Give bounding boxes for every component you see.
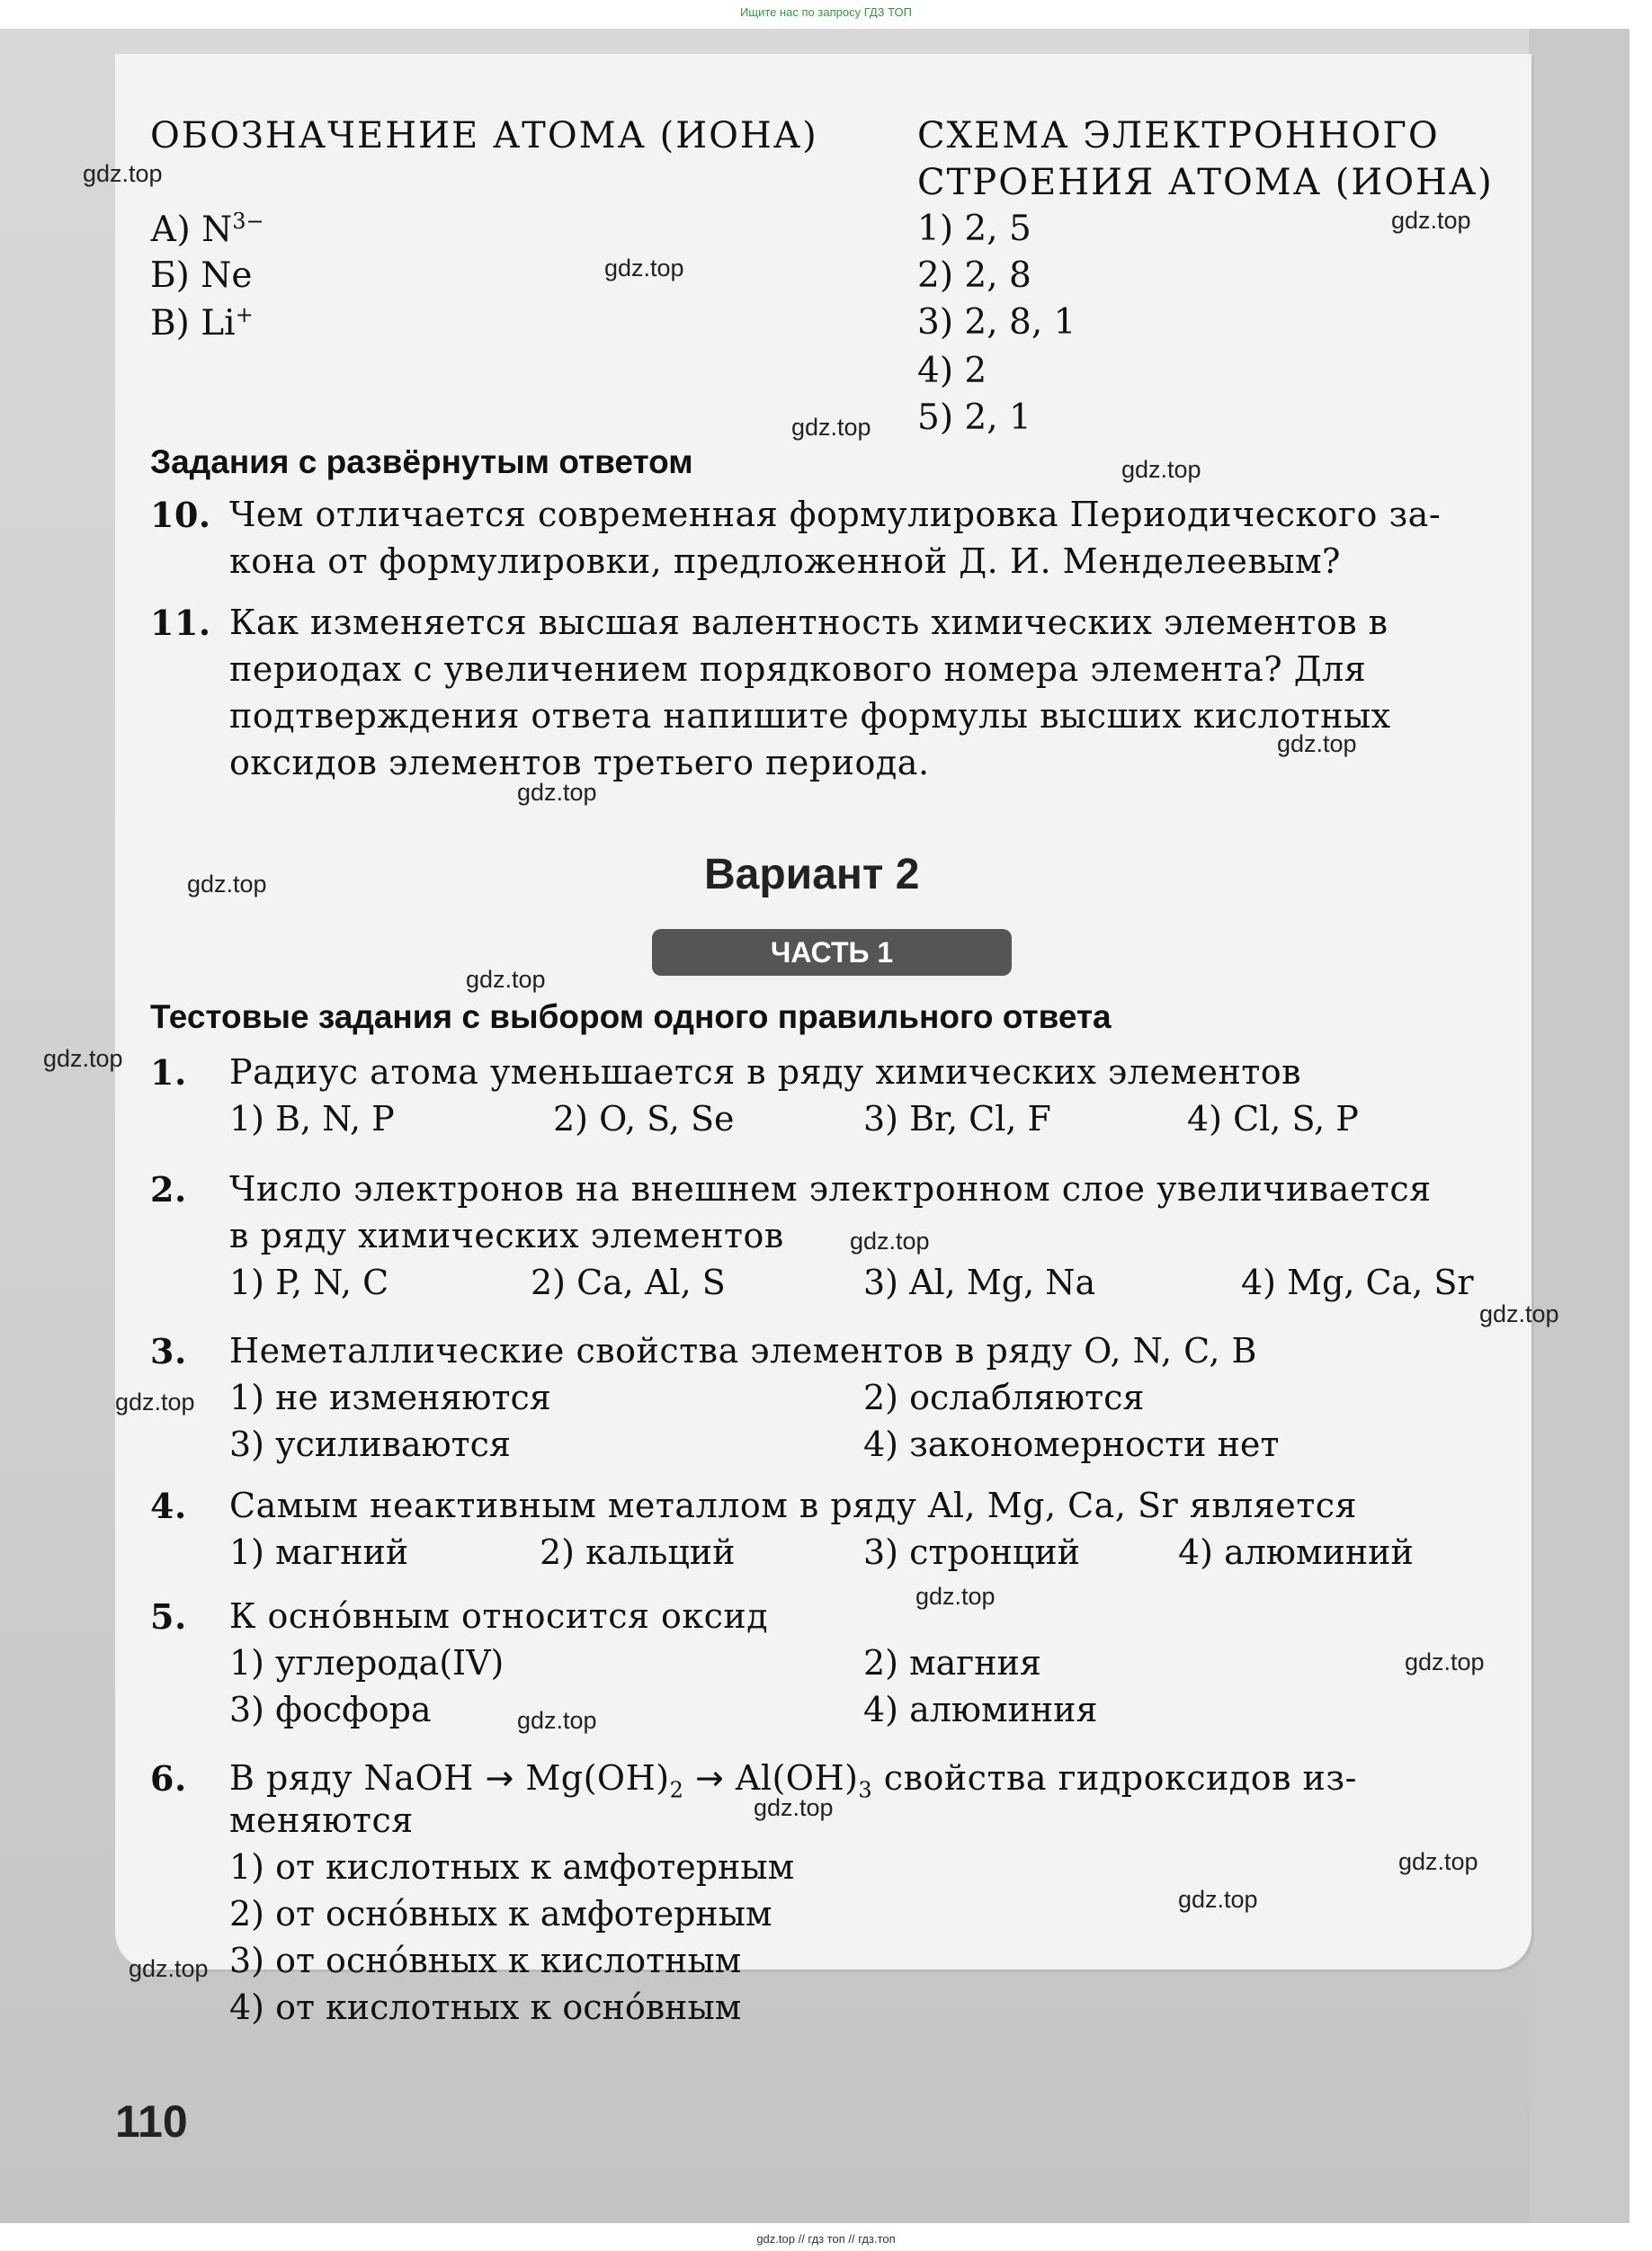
question-1-option-2: 2) O, S, Se: [553, 1099, 735, 1139]
atom-option-b: Б) Ne: [150, 255, 253, 296]
watermark: gdz.top: [115, 1389, 195, 1416]
question-11-line2: периодах с увеличением порядкового номера элемента? Для: [229, 649, 1367, 689]
watermark: gdz.top: [1398, 1848, 1478, 1875]
question-1-option-1: 1) B, N, P: [229, 1099, 395, 1139]
question-11-line1: Как изменяется высшая валентность химических элементов в: [229, 603, 1389, 642]
watermark: gdz.top: [791, 414, 871, 441]
section-heading-extended: Задания с развёрнутым ответом: [150, 443, 693, 480]
question-4-text: Самым неактивным металлом в ряду Al, Mg, Ca, Sr является: [229, 1486, 1358, 1525]
question-5-number: 5.: [150, 1596, 187, 1637]
bottom-banner: gdz.top // гдз топ // гдз.топ: [756, 2232, 896, 2246]
watermark: gdz.top: [187, 871, 267, 898]
watermark: gdz.top: [604, 255, 684, 281]
question-11-line4: оксидов элементов третьего периода.: [229, 743, 930, 782]
top-banner: Ищите нас по запросу ГДЗ ТОП: [740, 5, 912, 19]
question-3-number: 3.: [150, 1331, 187, 1371]
scheme-option-2: 2) 2, 8: [917, 255, 1031, 296]
question-6-option-2: 2) от осно́вных к амфотерным: [229, 1894, 772, 1934]
variant-title: Вариант 2: [704, 851, 920, 898]
scheme-option-1: 1) 2, 5: [917, 209, 1031, 249]
question-4-option-2: 2) кальций: [540, 1532, 736, 1572]
question-2-option-3: 3) Al, Mg, Na: [863, 1263, 1096, 1302]
question-11-line3: подтверждения ответа напишите формулы высших кислотных: [229, 696, 1391, 736]
question-4-option-3: 3) стронций: [863, 1532, 1081, 1572]
facing-page-edge: [1529, 29, 1630, 2223]
watermark: gdz.top: [915, 1583, 996, 1610]
question-3-option-3: 3) усиливаются: [229, 1425, 511, 1464]
watermark: gdz.top: [83, 160, 163, 187]
watermark: gdz.top: [1277, 730, 1357, 757]
column-header-atom: ОБОЗНАЧЕНИЕ АТОМА (ИОНА): [150, 115, 818, 156]
question-3-option-4: 4) закономерности нет: [863, 1425, 1280, 1464]
question-5-option-2: 2) магния: [863, 1643, 1041, 1683]
watermark: gdz.top: [1479, 1300, 1559, 1327]
question-6-option-1: 1) от кислотных к амфотерным: [229, 1847, 795, 1887]
question-2-option-1: 1) P, N, C: [229, 1263, 389, 1302]
question-2-option-4: 4) Mg, Ca, Sr: [1241, 1263, 1474, 1302]
part-badge: ЧАСТЬ 1: [652, 929, 1012, 976]
column-header-scheme-line1: СХЕМА ЭЛЕКТРОННОГО: [917, 115, 1440, 156]
column-header-scheme-line2: СТРОЕНИЯ АТОМА (ИОНА): [917, 162, 1494, 203]
watermark: gdz.top: [466, 966, 546, 993]
question-2-text: Число электронов на внешнем электронном слое увеличивается: [229, 1169, 1432, 1209]
watermark: gdz.top: [754, 1794, 834, 1821]
question-3-text: Неметаллические свойства элементов в ряду O, N, C, B: [229, 1331, 1257, 1371]
question-10-number: 10.: [150, 495, 211, 535]
watermark: gdz.top: [850, 1228, 930, 1255]
watermark: gdz.top: [129, 1955, 209, 1982]
scheme-option-3: 3) 2, 8, 1: [917, 302, 1076, 343]
watermark: gdz.top: [1391, 207, 1471, 234]
question-1-number: 1.: [150, 1052, 187, 1093]
question-5-option-4: 4) алюминия: [863, 1690, 1098, 1729]
watermark: gdz.top: [1405, 1648, 1485, 1675]
question-5-option-3: 3) фосфора: [229, 1690, 432, 1729]
section-heading-single: Тестовые задания с выбором одного правильного ответа: [150, 998, 1112, 1035]
question-2-option-2: 2) Ca, Al, S: [531, 1263, 726, 1302]
question-4-option-1: 1) магний: [229, 1532, 409, 1572]
scheme-option-4: 4) 2: [917, 351, 987, 391]
watermark: gdz.top: [1178, 1886, 1258, 1913]
question-3-option-1: 1) не изменяются: [229, 1378, 551, 1417]
question-10-line2: кона от формулировки, предложенной Д. И. Менделеевым?: [229, 541, 1341, 581]
watermark: gdz.top: [517, 779, 597, 806]
scheme-option-5: 5) 2, 1: [917, 397, 1031, 438]
question-5-option-1: 1) углерода(IV): [229, 1643, 505, 1683]
atom-option-c: В) Li+: [150, 302, 254, 344]
question-6-text-line2: меняются: [229, 1800, 414, 1840]
question-4-option-4: 4) алюминий: [1178, 1532, 1414, 1572]
question-2-text-line2: в ряду химических элементов: [229, 1216, 784, 1255]
watermark: gdz.top: [1121, 456, 1201, 483]
question-2-number: 2.: [150, 1169, 187, 1210]
question-11-number: 11.: [150, 603, 211, 643]
question-1-text: Радиус атома уменьшается в ряду химических элементов: [229, 1052, 1302, 1092]
question-3-option-2: 2) ослабляются: [863, 1378, 1145, 1417]
watermark: gdz.top: [43, 1045, 123, 1072]
page-number: 110: [115, 2096, 188, 2147]
question-1-option-3: 3) Br, Cl, F: [863, 1099, 1051, 1139]
question-6-option-4: 4) от кислотных к осно́вным: [229, 1987, 742, 2027]
question-6-option-3: 3) от осно́вных к кислотным: [229, 1941, 742, 1980]
watermark: gdz.top: [517, 1707, 597, 1734]
question-4-number: 4.: [150, 1486, 187, 1526]
question-5-text: К осно́вным относится оксид: [229, 1596, 769, 1636]
question-1-option-4: 4) Cl, S, P: [1187, 1099, 1359, 1139]
question-6-number: 6.: [150, 1758, 187, 1799]
question-6-text: В ряду NaOH → $Mg(OH)_2 \to Al(OH)_3$ свойства гидроксидов из-: [229, 1758, 1357, 1803]
atom-option-a: А) $N^{3-}$: [150, 209, 264, 250]
question-10-line1: Чем отличается современная формулировка Периодического за-: [229, 495, 1442, 534]
